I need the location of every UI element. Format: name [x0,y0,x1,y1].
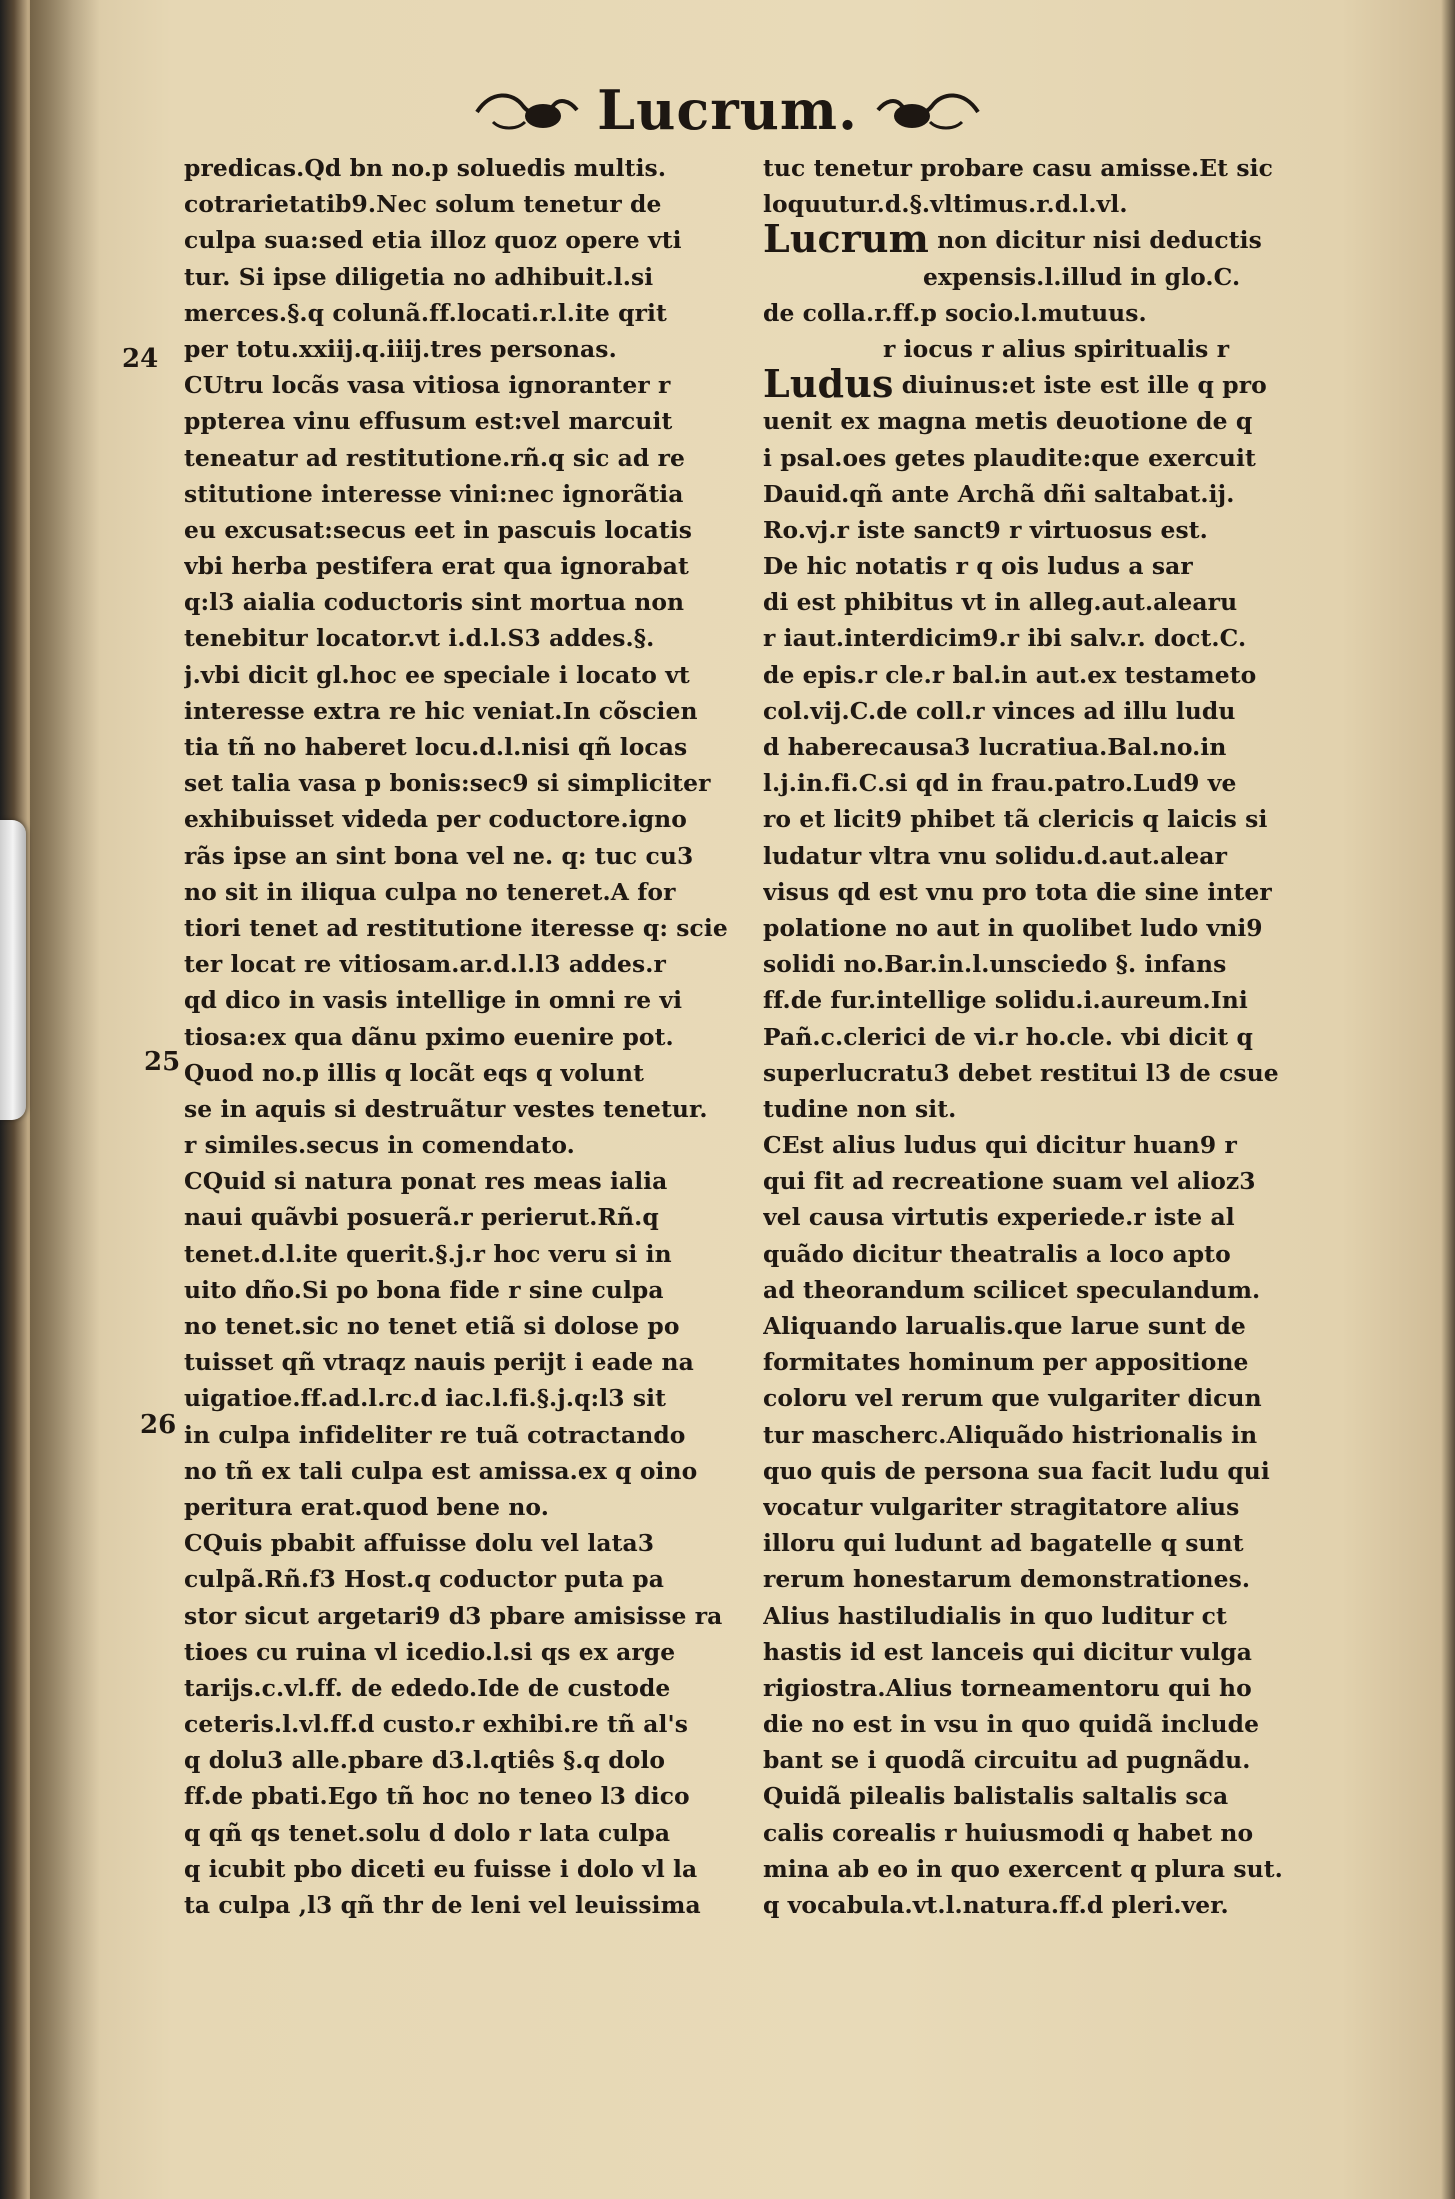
text-line: tudine non sit. [763,1094,957,1123]
text-line: r iaut.interdicim9.r ibi salv.r. doct.C. [763,624,1247,653]
right-text-column [763,150,1328,1923]
text-line: tuc tenetur probare casu amisse.Et sic [763,154,1273,182]
text-line: CEst alius ludus qui dicitur huan9 r [763,1131,1237,1160]
text-line: polatione no aut in quolibet ludo vni9 [763,913,1263,942]
heading-word-lucrum: Lucrum [763,222,929,259]
text-line: i psal.oes getes plaudite:que exercuit [763,443,1256,472]
text-line: merces.§.q colunã.ff.locati.r.l.ite qrit [184,298,667,327]
text-line: tioes cu ruina vl icedio.l.si qs ex arge [184,1637,676,1666]
left-text-column [184,150,754,1923]
text-line: illoru qui ludunt ad bagatelle q sunt [763,1529,1244,1558]
text-line: Pañ.c.clerici de vi.r ho.cle. vbi dicit q [763,1022,1253,1051]
text-fragment: r iocus r alius spiritualis r [883,334,1230,363]
text-line: tarijs.c.vl.ff. de ededo.Ide de custode [184,1673,671,1702]
text-line: Alius hastiludialis in quo luditur ct [763,1601,1227,1630]
text-line: rãs ipse an sint bona vel ne. q: tuc cu3 [184,841,694,870]
text-line: Quidã pilealis balistalis saltalis sca [763,1782,1229,1811]
text-line: coloru vel rerum que vulgariter dicun [763,1384,1262,1413]
text-fragment: non dicitur nisi deductis [937,226,1262,255]
text-line: culpã.Rñ.f3 Host.q coductor puta pa [184,1565,664,1594]
text-line: formitates hominum per appositione [763,1348,1249,1377]
text-line: per totu.xxiij.q.iiij.tres personas. [184,334,617,363]
text-line: ta culpa ,l3 qñ thr de leni vel leuissima [184,1891,701,1919]
text-line: no tñ ex tali culpa est amissa.ex q oino [184,1456,698,1485]
text-line: stor sicut argetari9 d3 pbare amisisse ra [184,1601,723,1630]
text-line: tur mascherc.Aliquãdo histrionalis in [763,1420,1258,1449]
margin-number-25: 25 [144,1047,181,1077]
text-line: r similes.secus in comendato. [184,1131,575,1160]
text-line: no tenet.sic no tenet etiã si dolose po [184,1312,680,1340]
text-line: vocatur vulgariter stragitatore alius [763,1492,1240,1521]
text-line: peritura erat.quod bene no. [184,1492,549,1521]
text-line: interesse extra re hic veniat.In cõscien [184,696,698,725]
text-line: predicas.Qd bn no.p soluedis multis. [184,154,667,182]
text-line: set talia vasa p bonis:sec9 si simpliciter [184,769,711,798]
text-line: Aliquando larualis.que larue sunt de [763,1312,1246,1340]
text-line: q icubit pbo diceti eu fuisse i dolo vl la [184,1854,698,1883]
text-fragment: expensis.l.illud in glo.C. [923,262,1241,291]
text-line: qd dico in vasis intellige in omni re vi [184,986,683,1015]
text-line: uigatioe.ff.ad.l.rc.d iac.l.fi.§.j.q:l3 sit [184,1384,667,1413]
text-line: ter locat re vitiosam.ar.d.l.l3 addes.r [184,950,666,979]
text-line: de epis.r cle.r bal.in aut.ex testameto [763,660,1257,689]
text-line: l.j.in.fi.C.si qd in frau.patro.Lud9 ve [763,769,1237,798]
page-clip [0,820,26,1120]
text-line: tia tñ no haberet locu.d.l.nisi qñ locas [184,733,688,761]
text-line: tiori tenet ad restitutione iteresse q: scie [184,913,728,942]
text-line: rerum honestarum demonstrationes. [763,1565,1251,1594]
text-line: uenit ex magna metis deuotione de q [763,407,1253,436]
text-fragment: diuinus:et iste est ille q pro [901,371,1267,400]
text-line: exhibuisset videda per coductore.igno [184,805,687,834]
text-line: uito dño.Si po bona fide r sine culpa [184,1275,664,1304]
text-line: visus qd est vnu pro tota die sine inter [763,877,1272,906]
text-line [763,367,1328,403]
text-line: no sit in iliqua culpa no teneret.A for [184,877,676,906]
text-line: vbi herba pestifera erat qua ignorabat [184,552,689,581]
text-line: hastis id est lanceis qui dicitur vulga [763,1637,1253,1666]
text-line: q vocabula.vt.l.natura.ff.d pleri.ver. [763,1891,1229,1919]
text-line: quãdo dicitur theatralis a loco apto [763,1239,1231,1268]
text-line: tenebitur locator.vt i.d.l.S3 addes.§. [184,624,655,653]
running-header [0,78,1455,142]
text-line: quo quis de persona sua facit ludu qui [763,1456,1270,1485]
text-line: tiosa:ex qua dãnu pximo euenire pot. [184,1022,674,1051]
text-line: ff.de fur.intellige solidu.i.aureum.Ini [763,986,1248,1015]
margin-number-26: 26 [140,1410,177,1440]
text-line: q:l3 aialia coductoris sint mortua non [184,588,685,617]
text-line: ad theorandum scilicet speculandum. [763,1275,1261,1304]
gutter-shadow [30,0,100,2199]
text-line: rigiostra.Alius torneamentoru qui ho [763,1673,1252,1702]
text-line: calis corealis r huiusmodi q habet no [763,1818,1254,1847]
text-line: culpa sua:sed etia illoz quoz opere vti [184,226,682,255]
text-line: solidi no.Bar.in.l.unsciedo §. infans [763,950,1227,979]
text-line: CQuis pbabit affuisse dolu vel lata3 [184,1529,655,1558]
text-line: vel causa virtutis experiede.r iste al [763,1203,1235,1232]
text-line: naui quãvbi posuerã.r perierut.Rñ.q [184,1203,659,1232]
text-line: col.vij.C.de coll.r vinces ad illu ludu [763,696,1236,725]
text-line: qui fit ad recreatione suam vel alioz3 [763,1167,1256,1196]
text-line: ro et licit9 phibet tã clericis q laicis si [763,805,1268,834]
text-line: ludatur vltra vnu solidu.d.aut.alear [763,841,1227,870]
text-line: die no est in vsu in quo quidã include [763,1710,1260,1739]
page-edge-shadow [1441,0,1455,2199]
text-line: de colla.r.ff.p socio.l.mutuus. [763,298,1147,327]
text-line: CQuid si natura ponat res meas ialia [184,1167,668,1196]
text-line: eu excusat:secus eet in pascuis locatis [184,515,692,544]
text-line [763,331,1328,367]
text-line: CUtru locãs vasa vitiosa ignoranter r [184,371,671,400]
text-line: bant se i quodã circuitu ad pugnãdu. [763,1746,1251,1775]
text-line: in culpa infideliter re tuã cotractando [184,1420,686,1449]
text-line: cotrarietatib9.Nec solum tenetur de [184,190,662,219]
text-line: q dolu3 alle.pbare d3.l.qtiês §.q dolo [184,1746,666,1775]
margin-number-24: 24 [122,344,159,374]
text-line [763,222,1328,258]
right-flourish-icon [872,82,982,138]
text-line: superlucratu3 debet restitui l3 de csue [763,1058,1279,1087]
text-line: di est phibitus vt in alleg.aut.alearu [763,588,1238,617]
page-title: Lucrum. [597,78,858,142]
left-flourish-icon [473,82,583,138]
text-line: ceteris.l.vl.ff.d custo.r exhibi.re tñ al's [184,1710,689,1739]
text-line: mina ab eo in quo exercent q plura sut. [763,1854,1283,1883]
text-line: q qñ qs tenet.solu d dolo r lata culpa [184,1818,671,1847]
text-line: De hic notatis r q ois ludus a sar [763,552,1193,581]
text-line: tenet.d.l.ite querit.§.j.r hoc veru si in [184,1239,672,1268]
text-line: stitutione interesse vini:nec ignorãtia [184,479,684,508]
heading-word-ludus: Ludus [763,367,894,404]
text-line [763,259,1328,295]
text-line: Quod no.p illis q locãt eqs q volunt [184,1058,645,1087]
text-line: se in aquis si destruãtur vestes tenetur. [184,1094,708,1123]
text-line: tuisset qñ vtraqz nauis perijt i eade na [184,1348,694,1377]
text-line: loquutur.d.§.vltimus.r.d.l.vl. [763,190,1128,219]
text-line: Dauid.qñ ante Archã dñi saltabat.ij. [763,479,1235,508]
text-line: ppterea vinu effusum est:vel marcuit [184,407,673,436]
text-line: teneatur ad restitutione.rñ.q sic ad re [184,443,686,472]
text-line: tur. Si ipse diligetia no adhibuit.l.si [184,262,654,291]
text-line: j.vbi dicit gl.hoc ee speciale i locato vt [184,660,690,689]
text-line: d haberecausa3 lucratiua.Bal.no.in [763,733,1227,761]
text-line: ff.de pbati.Ego tñ hoc no teneo l3 dico [184,1782,690,1811]
text-line: Ro.vj.r iste sanct9 r virtuosus est. [763,515,1208,544]
